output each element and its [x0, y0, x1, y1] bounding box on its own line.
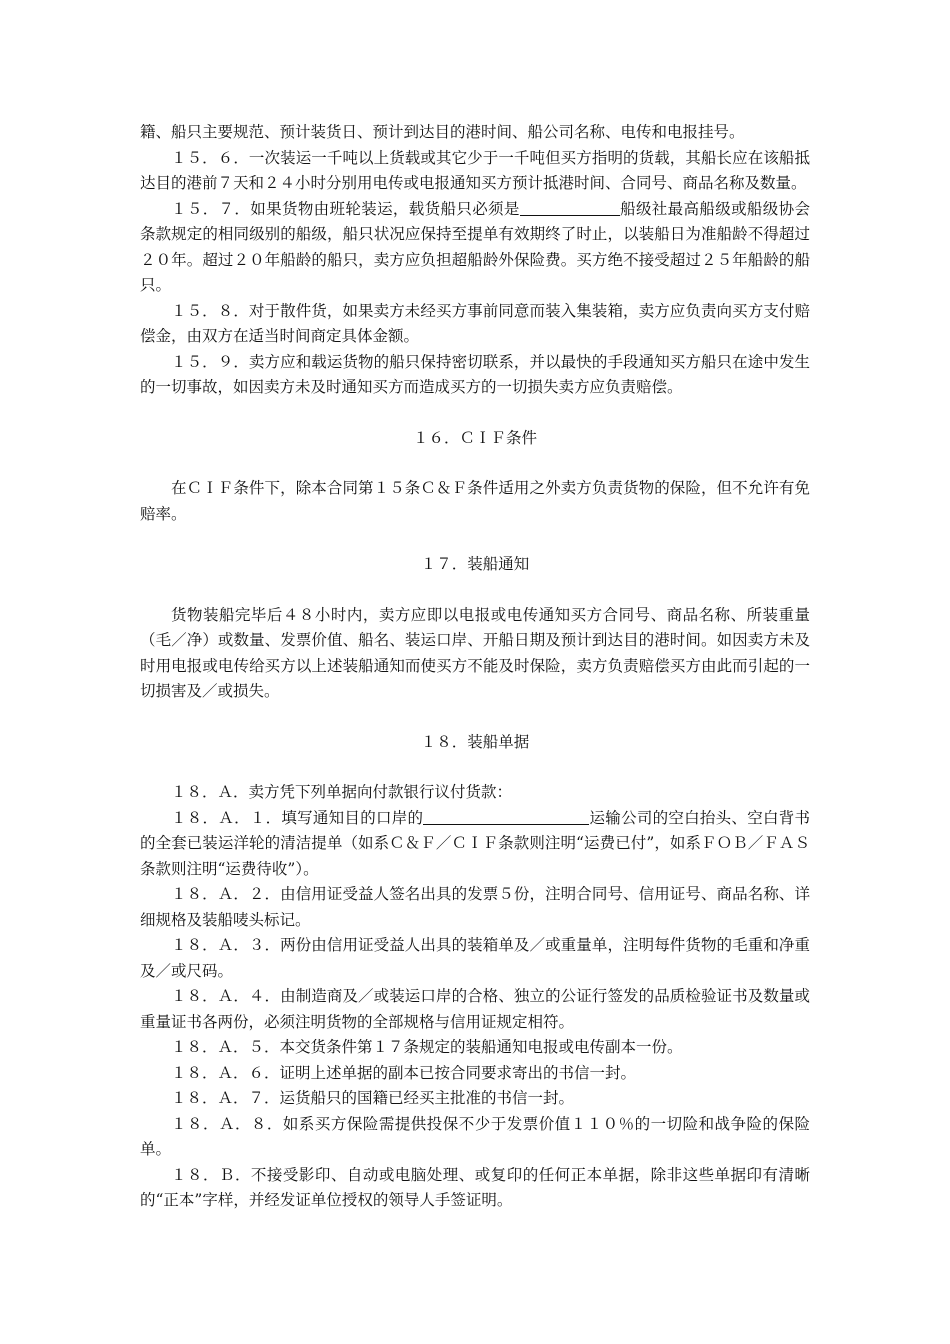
clause-18-a-1 — [140, 806, 810, 883]
clause-15-6: １５．６．一次装运一千吨以上货载或其它少于一千吨但买方指明的货载，其船长应在该船抵达目的港前７天和２４小时分别用电传或电报通知买方预计抵港时间、合同号、商品名称及数量。 — [140, 148, 810, 192]
clause-15-7-text-b: 船级社最高船级或船级协会条款规定的相同级别的船级，船只状况应保持至提单有效期终了时止，以装船日为准船龄不得超过２０年。超过２０年船龄的船只，卖方应负担超船龄外保险费。买方绝不接受超过２５年船龄的船只。 — [140, 199, 810, 294]
clause-18-a-5: １８．Ａ．５．本交货条件第１７条规定的装船通知电报或电传副本一份。 — [171, 1038, 683, 1056]
section-heading-18: １８．装船单据 — [420, 732, 530, 751]
clause-17: 货物装船完毕后４８小时内，卖方应即以电报或电传通知买方合同号、商品名称、所装重量（毛／净）或数量、发票价值、船名、装运口岸、开船日期及预计到达目的港时间。如因卖方未及时用电报或电传给买方以上述装船通知而使买方不能及时保险，卖方负责赔偿买方由此而引起的一切损害及／或损失。 — [140, 605, 810, 700]
document-page — [140, 120, 810, 1214]
clause-18-a: １８．Ａ．卖方凭下列单据向付款银行议付货款： — [171, 783, 513, 801]
fill-in-blank — [520, 198, 620, 216]
clause-15-8: １５．８．对于散件货，如果卖方未经买方事前同意而装入集装箱，卖方应负责向买方支付赔偿金，由双方在适当时间商定具体金额。 — [140, 301, 810, 345]
clause-18-a-1-text-b: 运输公司的空白抬头、空白背书的全套已装运洋轮的清洁提单（如系Ｃ＆Ｆ／ＣＩＦ条款则注明“运费已付”，如系ＦＯＢ／ＦＡＳ条款则注明“运费待收”）。 — [140, 808, 810, 878]
fill-in-blank — [423, 807, 589, 825]
clause-18-a-7: １８．Ａ．７．运货船只的国籍已经买主批准的书信一封。 — [171, 1089, 575, 1107]
clause-18-a-8: １８．Ａ．８．如系买方保险需提供投保不少于发票价值１１０％的一切险和战争险的保险单。 — [140, 1114, 810, 1158]
clause-18-a-4: １８．Ａ．４．由制造商及／或装运口岸的合格、独立的公证行签发的品质检验证书及数量或重量证书各两份，必须注明货物的全部规格与信用证规定相符。 — [140, 987, 810, 1031]
section-heading-17: １７．装船通知 — [420, 555, 530, 573]
clause-15-9: １５．９．卖方应和载运货物的船只保持密切联系，并以最快的手段通知买方船只在途中发生的一切事故，如因卖方未及时通知买方而造成买方的一切损失卖方应负责赔偿。 — [140, 352, 810, 396]
clause-16: 在ＣＩＦ条件下，除本合同第１５条Ｃ＆Ｆ条件适用之外卖方负责货物的保险，但不允许有免赔率。 — [140, 479, 810, 523]
clause-18-a-3: １８．Ａ．３．两份由信用证受益人出具的装箱单及／或重量单，注明每件货物的毛重和净重及／或尺码。 — [140, 936, 810, 980]
paragraph-15-5-continued: 籍、船只主要规范、预计装货日、预计到达目的港时间、船公司名称、电传和电报挂号。 — [140, 123, 745, 141]
clause-15-7-text-a: １５．７．如果货物由班轮装运，载货船只必须是 — [171, 199, 520, 218]
clause-18-a-2: １８．Ａ．２．由信用证受益人签名出具的发票５份，注明合同号、信用证号、商品名称、详细规格及装船唛头标记。 — [140, 885, 810, 929]
clause-15-7 — [140, 197, 810, 299]
clause-18-a-6: １８．Ａ．６．证明上述单据的副本已按合同要求寄出的书信一封。 — [171, 1063, 637, 1082]
section-heading-16: １６．ＣＩＦ条件 — [412, 428, 537, 447]
clause-18-a-1-text-a: １８．Ａ．１．填写通知目的口岸的 — [171, 808, 424, 827]
clause-18-b: １８．Ｂ．不接受影印、自动或电脑处理、或复印的任何正本单据，除非这些单据印有清晰的“正本”字样，并经发证单位授权的领导人手签证明。 — [140, 1165, 810, 1209]
